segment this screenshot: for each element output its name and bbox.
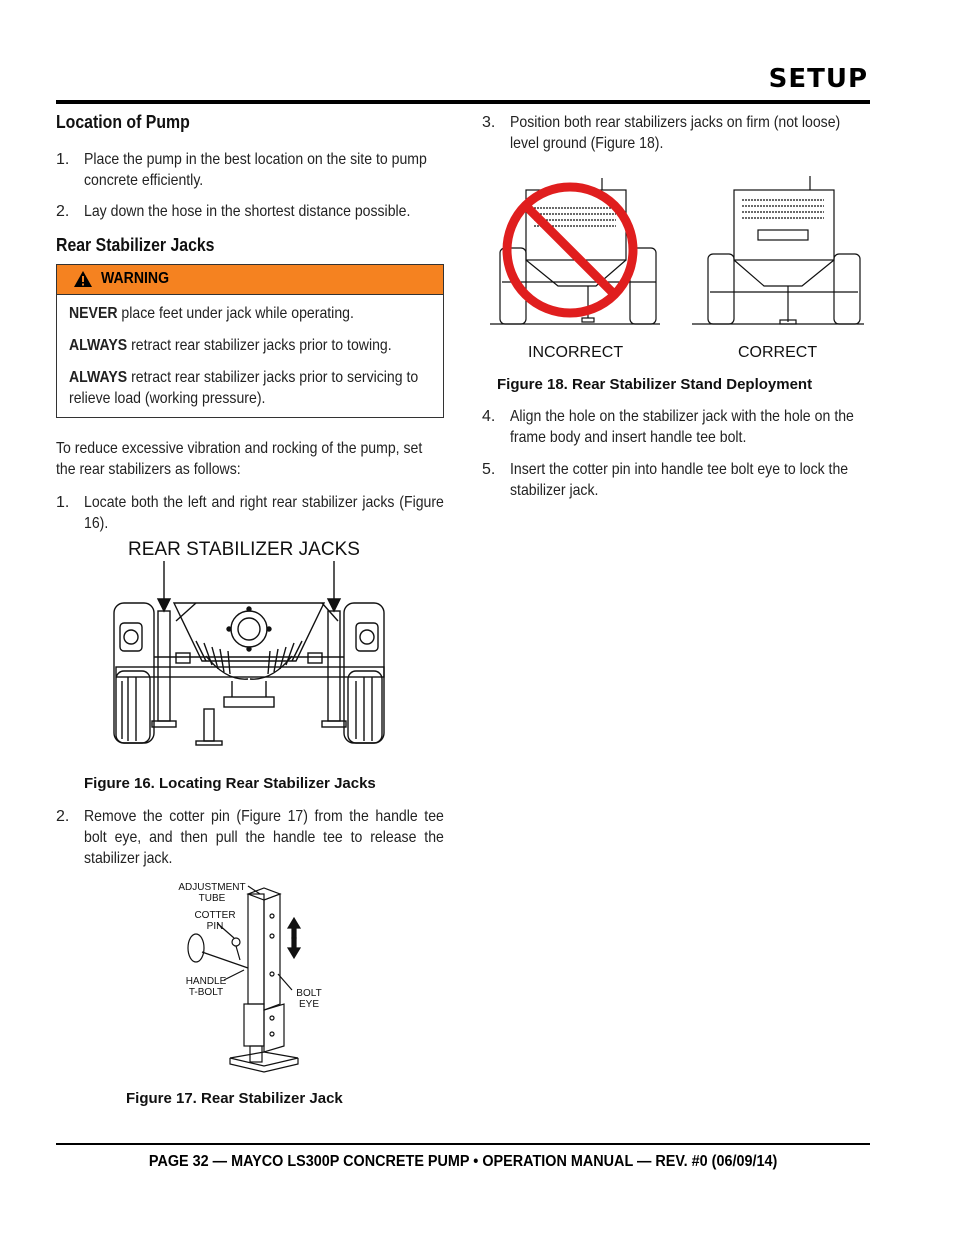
intro-paragraph: To reduce excessive vibration and rocking of the pump, set the rear stabilizers as follows: [56,440,423,478]
pump-rear-view-drawing [56,561,444,781]
label-tube: TUBE [198,893,226,904]
incorrect-label: INCORRECT [528,344,624,361]
figure-16-caption: Figure 16. Locating Rear Stabilizer Jacks [84,775,376,792]
step-text: Lay down the hose in the shortest distance possible. [84,203,411,220]
right-column [482,112,870,154]
label-eye: EYE [298,999,320,1010]
page-title: SETUP [768,64,868,94]
figure-18-caption: Figure 18. Rear Stabilizer Stand Deployment [497,376,813,393]
step-text: Locate both the left and right rear stabilizer jacks (Figure 16). [84,494,444,532]
warning-header [57,265,443,295]
step-text: Place the pump in the best location on the site to pump concrete efficiently. [84,151,427,189]
correct-label: CORRECT [738,344,818,361]
footer-rule [56,1143,870,1145]
step-text: Align the hole on the stabilizer jack with the hole on the frame body and insert handle tee bolt. [510,408,854,446]
heading-rear-stabilizer-jacks: Rear Stabilizer Jacks [56,235,215,255]
list-item: 1. Locate both the left and right rear stabilizer jacks (Figure 16). [56,494,444,532]
label-bolt: BOLT [296,988,322,999]
warning-triangle-icon [73,270,93,288]
warning-label: WARNING [101,270,170,287]
heading-location-of-pump: Location of Pump [56,112,190,132]
label-adjustment: ADJUSTMENT [178,882,246,893]
stabilizer-deployment-drawing [488,168,868,333]
header-rule [56,100,870,104]
step-text: Remove the cotter pin (Figure 17) from the handle tee bolt eye, and then pull the handle tee to release the stabilizer jack. [84,808,444,867]
label-pin: PIN [206,921,224,932]
figure-17 [160,876,360,1086]
list-item: 3. Position both rear stabilizers jacks on firm (not loose) level ground (Figure 18). [482,112,870,154]
warning-line: ALWAYS retract rear stabilizer jacks prior to towing. [69,337,392,354]
warning-line: ALWAYS retract rear stabilizer jacks prior to servicing to relieve load (working pressure). [69,369,419,407]
left-column [56,112,444,534]
list-item: 2. Remove the cotter pin (Figure 17) from the handle tee bolt eye, and then pull the handle tee to release the stabilizer jack. [56,808,444,867]
list-item: 1. Place the pump in the best location on the site to pump concrete efficiently. [56,149,444,191]
label-t-bolt: T-BOLT [188,987,224,998]
figure-16 [56,535,444,792]
figure-16-label: REAR STABILIZER JACKS [128,539,360,560]
warning-box [56,264,444,418]
list-item: 5. Insert the cotter pin into handle tee bolt eye to lock the stabilizer jack. [482,459,854,501]
warning-body [57,295,443,417]
warning-line: NEVER place feet under jack while operating. [69,305,354,322]
list-item: 2. Lay down the hose in the shortest distance possible. [56,201,444,222]
list-item: 4. Align the hole on the stabilizer jack with the hole on the frame body and insert handle tee bolt. [482,408,854,446]
page-footer: PAGE 32 — MAYCO LS300P CONCRETE PUMP • OPERATION MANUAL — REV. #0 (06/09/14) [148,1153,778,1170]
step-text: Insert the cotter pin into handle tee bolt eye to lock the stabilizer jack. [510,461,849,499]
stabilizer-jack-drawing [160,876,360,1086]
figure-18 [488,168,868,368]
label-handle: HANDLE [185,976,227,987]
step-text: Position both rear stabilizers jacks on firm (not loose) level ground (Figure 18). [510,114,841,152]
label-cotter: COTTER [194,910,236,921]
figure-17-caption: Figure 17. Rear Stabilizer Jack [126,1090,343,1107]
